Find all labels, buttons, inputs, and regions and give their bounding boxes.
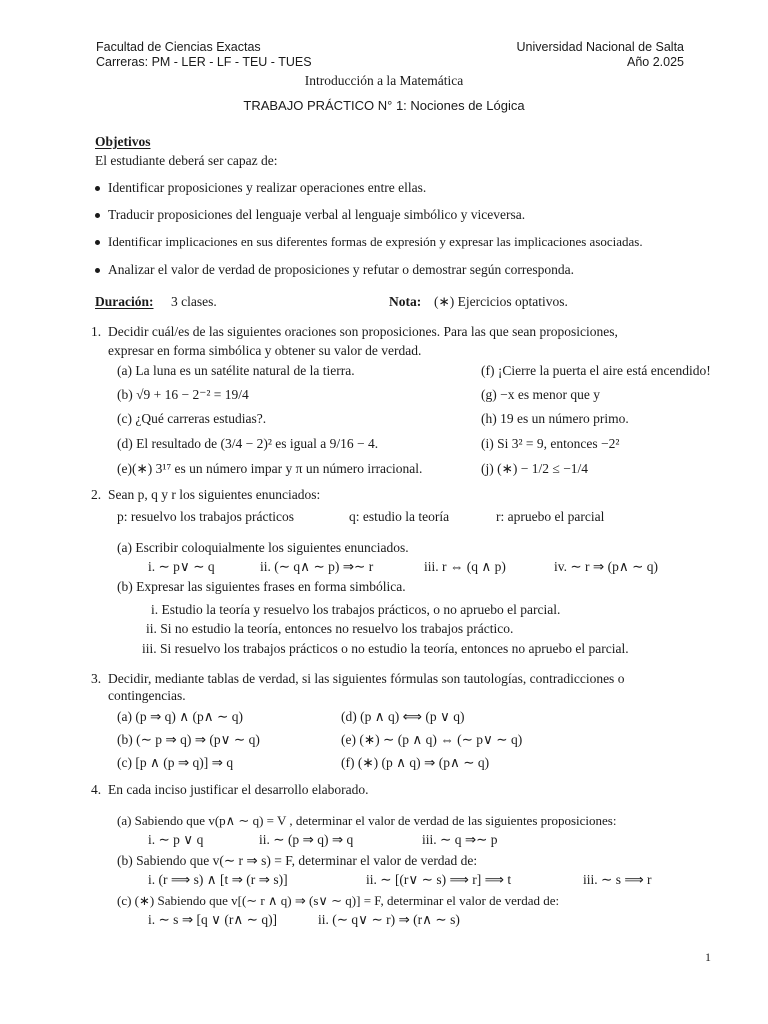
exercise-2-def-r: r: apruebo el parcial [496, 509, 605, 524]
exercise-3-item-e: (e) (∗) ∼ (p ∧ q) ⇔ (∼ p∨ ∼ q) [341, 732, 523, 747]
objectives-heading: Objetivos [95, 134, 151, 149]
exercise-1-item-f: (f) ¡Cierre la puerta el aire está encendido! [481, 363, 711, 378]
exercise-1-item-d: (d) El resultado de (3/4 − 2)² es igual a 9/16 − 4. [117, 436, 379, 451]
exercise-number: 3. [91, 671, 102, 686]
exercise-2-a-iii: iii. r ⇔ (q ∧ p) [424, 559, 506, 574]
bullet-icon [95, 268, 100, 273]
exercise-1-item-j: (j) (∗) − 1/2 ≤ −1/4 [481, 461, 589, 476]
exercise-4-b-ii: ii. ∼ [(r∨ ∼ s) ⟹ r] ⟹ t [366, 872, 512, 887]
exercise-2-a-ii: ii. (∼ q∧ ∼ p) ⇒∼ r [260, 559, 374, 574]
exercise-2-def-q: q: estudio la teoría [349, 509, 450, 524]
exercise-4-c-i: i. ∼ s ⇒ [q ∨ (r∧ ∼ q)] [148, 912, 278, 927]
exercise-1-item-e: (e)(∗) 3¹⁷ es un número impar y π un número irracional. [117, 461, 423, 476]
exercise-3-statement: Decidir, mediante tablas de verdad, si las siguientes fórmulas son tautologías, contradicciones o [108, 671, 625, 686]
university-name: Universidad Nacional de Salta [516, 40, 684, 54]
exercise-1-item-i: (i) Si 3² = 9, entonces −2² [481, 436, 620, 451]
exercise-4-part-a: (a) Sabiendo que v(p∧ ∼ q) = V , determinar el valor de verdad de las siguientes proposiciones: [117, 813, 617, 828]
note-label: Nota: [389, 294, 422, 309]
exercise-1-item-c: (c) ¿Qué carreras estudias?. [117, 411, 267, 426]
objective-item: Identificar implicaciones en sus diferentes formas de expresión y expresar las implicaciones asociadas. [108, 234, 643, 249]
exercise-3-item-c: (c) [p ∧ (p ⇒ q)] ⇒ q [117, 755, 234, 770]
exercise-4-a-iii: iii. ∼ q ⇒∼ p [422, 832, 498, 847]
exercise-number: 1. [91, 324, 102, 339]
exercise-number: 2. [91, 487, 102, 502]
exercise-2-a-i: i. ∼ p∨ ∼ q [148, 559, 215, 574]
exercise-2-def-p: p: resuelvo los trabajos prácticos [117, 509, 294, 524]
exercise-4-c-ii: ii. (∼ q∨ ∼ r) ⇒ (r∧ ∼ s) [318, 912, 460, 927]
bullet-icon [95, 186, 100, 191]
objective-item: Identificar proposiciones y realizar operaciones entre ellas. [108, 180, 427, 195]
note-value: (∗) Ejercicios optativos. [434, 294, 568, 309]
tp-title: TRABAJO PRÁCTICO N° 1: Nociones de Lógica [243, 98, 525, 113]
exercise-2-a-iv: iv. ∼ r ⇒ (p∧ ∼ q) [554, 559, 659, 574]
exercise-1-statement: Decidir cuál/es de las siguientes oraciones son proposiciones. Para las que sean proposiciones, [108, 324, 618, 339]
exercise-4-b-iii: iii. ∼ s ⟹ r [583, 872, 652, 887]
bullet-icon [95, 240, 100, 245]
exercise-4-part-b: (b) Sabiendo que v(∼ r ⇒ s) = F, determinar el valor de verdad de: [117, 853, 478, 868]
objective-item: Analizar el valor de verdad de proposiciones y refutar o demostrar según corresponda. [108, 262, 574, 277]
bullet-icon [95, 213, 100, 218]
exercise-1-item-b: (b) √9 + 16 − 2⁻² = 19/4 [117, 387, 249, 402]
course-title: Introducción a la Matemática [304, 73, 464, 88]
exercise-3-item-d: (d) (p ∧ q) ⟺ (p ∨ q) [341, 709, 465, 724]
objective-item: Traducir proposiciones del lenguaje verbal al lenguaje simbólico y viceversa. [108, 207, 526, 222]
page-number: 1 [705, 950, 711, 964]
exercise-2-b-iii: iii. Si resuelvo los trabajos prácticos o no estudio la teoría, entonces no apruebo el parcial. [142, 641, 629, 656]
exercise-1-statement-cont: expresar en forma simbólica y obtener su valor de verdad. [108, 343, 422, 358]
exercise-2-part-b: (b) Expresar las siguientes frases en forma simbólica. [117, 579, 406, 594]
exercise-1-item-h: (h) 19 es un número primo. [481, 411, 629, 426]
exercise-4-statement: En cada inciso justificar el desarrollo elaborado. [108, 782, 369, 797]
exercise-1-item-g: (g) −x es menor que y [481, 387, 600, 402]
objectives-intro: El estudiante deberá ser capaz de: [95, 153, 278, 168]
exercise-2-b-ii: ii. Si no estudio la teoría, entonces no resuelvo los trabajos práctico. [146, 621, 514, 636]
exercise-2-b-i: i. Estudio la teoría y resuelvo los trabajos prácticos, o no apruebo el parcial. [151, 602, 561, 617]
exercise-number: 4. [91, 782, 102, 797]
duration-value: 3 clases. [171, 294, 217, 309]
exercise-3-statement-cont: contingencias. [108, 688, 186, 703]
exercise-4-b-i: i. (r ⟹ s) ∧ [t ⇒ (r ⇒ s)] [148, 872, 288, 887]
exercise-1-item-a: (a) La luna es un satélite natural de la tierra. [117, 363, 355, 378]
exercise-2-part-a: (a) Escribir coloquialmente los siguientes enunciados. [117, 540, 409, 555]
exercise-3-item-a: (a) (p ⇒ q) ∧ (p∧ ∼ q) [117, 709, 243, 724]
faculty-name: Facultad de Ciencias Exactas [96, 40, 261, 54]
exercise-4-part-c: (c) (∗) Sabiendo que v[(∼ r ∧ q) ⇒ (s∨ ∼ q)] = F, determinar el valor de verdad de: [117, 893, 560, 908]
exercise-4-a-ii: ii. ∼ (p ⇒ q) ⇒ q [259, 832, 354, 847]
exercise-3-item-b: (b) (∼ p ⇒ q) ⇒ (p∨ ∼ q) [117, 732, 260, 747]
exercise-2-statement: Sean p, q y r los siguientes enunciados: [108, 487, 321, 502]
exercise-4-a-i: i. ∼ p ∨ q [148, 832, 204, 847]
year-label: Año 2.025 [627, 55, 684, 69]
exercise-3-item-f: (f) (∗) (p ∧ q) ⇒ (p∧ ∼ q) [341, 755, 490, 770]
duration-label: Duración: [95, 294, 154, 309]
careers-line: Carreras: PM - LER - LF - TEU - TUES [96, 55, 312, 69]
